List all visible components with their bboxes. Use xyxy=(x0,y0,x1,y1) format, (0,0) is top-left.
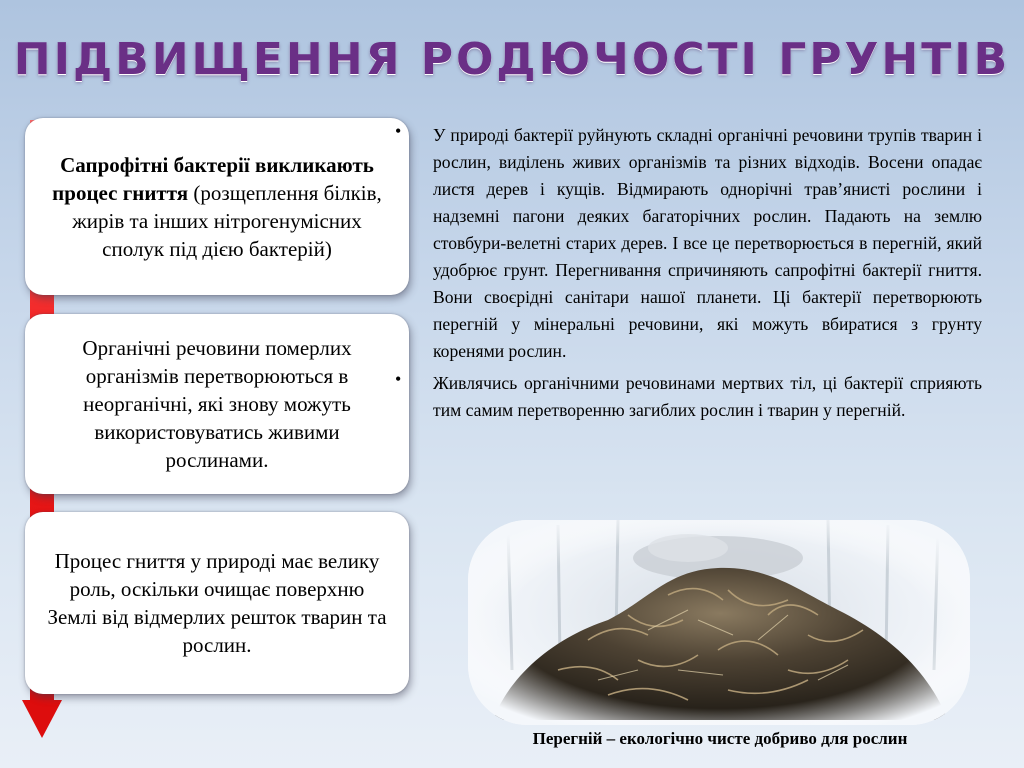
photo-caption: Перегній – екологічно чисте добриво для рослин xyxy=(532,729,908,748)
card-text: Процес гниття у природі має велику роль, оскільки очищає поверхню Землі від відмерлих решток тварин та рослин. xyxy=(47,549,387,657)
bullet-list xyxy=(393,122,982,424)
humus-pile-image xyxy=(468,520,970,725)
card-text: Органічні речовини померлих організмів перетворюються в неорганічні, які знову можуть використовуватись живими рослинами. xyxy=(82,336,352,472)
humus-pile-illustration xyxy=(468,520,970,725)
bullet-text: У природі бактерії руйнують складні органічні речовини трупів тварин і рослин, виділень живих організмів та різних відходів. Восени опадає листя дерев і кущів. Відмирають однорічні трав’янисті рослини і надземні пагони деяких багаторічних рослин. Падають на землю стовбури-велетні старих дерев. І все це перетворюється в перегній, який удобрює грунт. Перегнивання спричиняють сапрофітні бактерії гниття. Вони своєрідні санітари нашої планети. Ці бактерії перетворюють перегній у мінеральні речовини, які можуть вбиратися з грунту коренями рослин. xyxy=(433,125,982,361)
bullet-text: Живлячись органічними речовинами мертвих тіл, ці бактерії сприяють тим самим перетворенню загиблих рослин і тварин у перегній. xyxy=(433,373,982,420)
bullet-icon: • xyxy=(395,121,402,141)
down-arrow-head xyxy=(22,700,62,738)
info-card-conversion xyxy=(25,314,409,494)
info-card-role xyxy=(25,512,409,694)
bullet-icon: • xyxy=(395,369,402,389)
info-card-saprophytes xyxy=(25,118,409,295)
card-bold-text: Сапрофітні бактерії викликають процес гниття xyxy=(52,152,374,205)
bullet-item xyxy=(393,370,982,424)
card-text: (розщеплення білків, жирів та інших нітрогенумісних сполук під дією бактерій) xyxy=(72,180,382,261)
bullet-item xyxy=(393,122,982,365)
slide-title: ПІДВИЩЕННЯ РОДЮЧОСТІ ГРУНТІВ xyxy=(13,34,1011,85)
